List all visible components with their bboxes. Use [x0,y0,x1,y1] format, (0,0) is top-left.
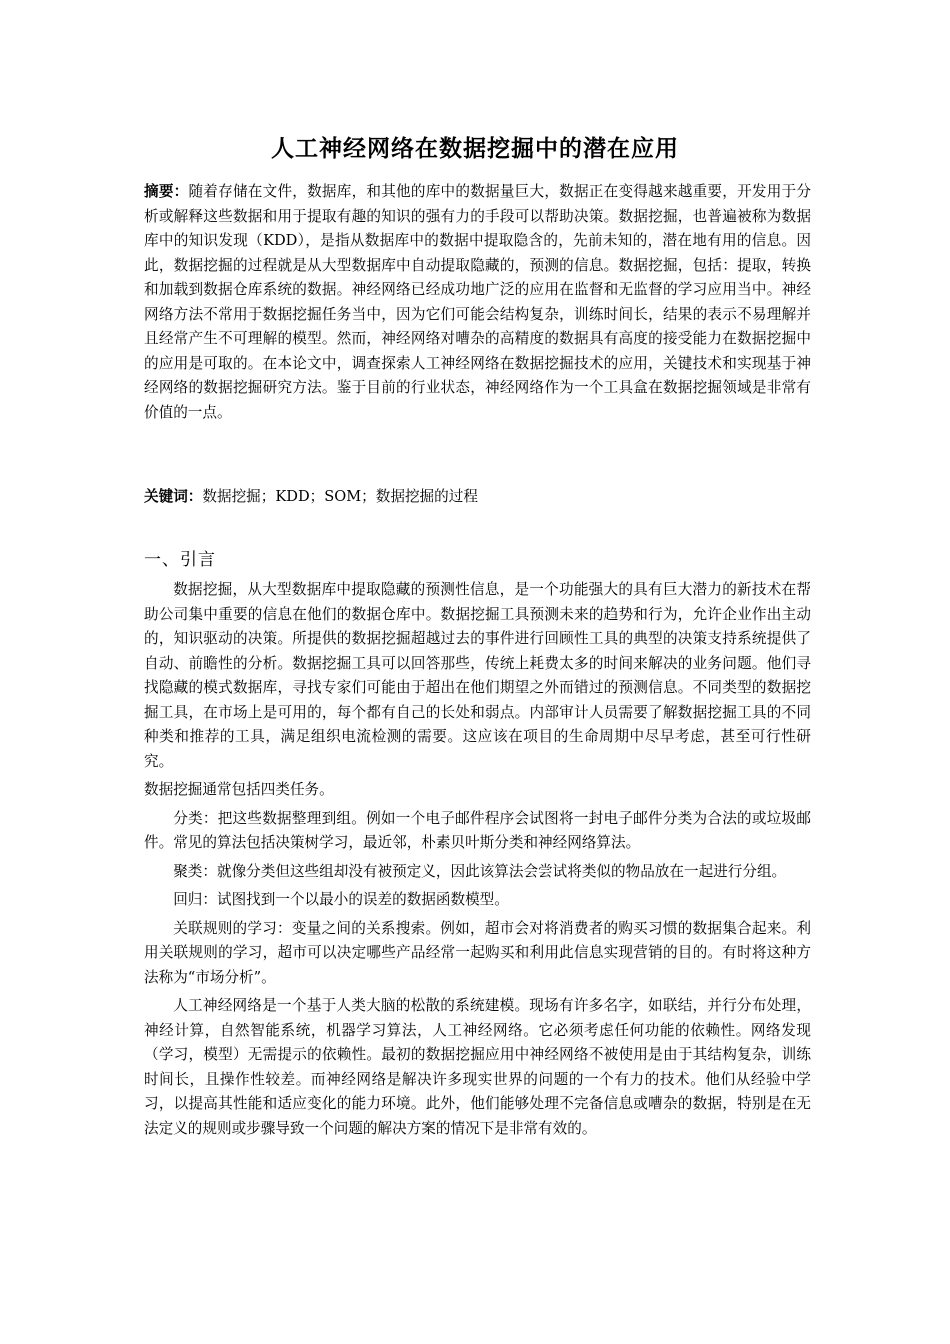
abstract-text: 随着存储在文件，数据库，和其他的库中的数据量巨大，数据正在变得越来越重要，开发用于分析或解释这些数据和用于提取有趣的知识的强有力的手段可以帮助决策。数据挖掘，也普遍被称为数据库中的知识发现（KDD），是指从数据库中的数据中提取隐含的，先前未知的，潜在地有用的信息。因此，数据挖掘的过程就是从大型数据库中自动提取隐藏的，预测的信息。数据挖掘，包括：提取，转换和加载到数据仓库系统的数据。神经网络已经成功地广泛的应用在监督和无监督的学习应用当中。神经网络方法不常用于数据挖掘任务当中，因为它们可能会结构复杂，训练时间长，结果的表示不易理解并且经常产生不可理解的模型。然而，神经网络对嘈杂的高精度的数据具有高度的接受能力在数据挖掘中的应用是可取的。在本论文中，调查探索人工神经网络在数据挖掘技术的应用，关键技术和实现基于神经网络的数据挖掘研究方法。鉴于目前的行业状态，神经网络作为一个工具盒在数据挖掘领域是非常有价值的一点。 [144,183,811,421]
keywords-label: 关键词： [144,488,203,505]
paragraph-clustering: 聚类：就像分类但这些组却没有被预定义，因此该算法会尝试将类似的物品放在一起进行分组。 [173,862,787,880]
paragraph-intro: 数据挖掘，从大型数据库中提取隐藏的预测性信息，是一个功能强大的具有巨大潜力的新技术在帮助公司集中重要的信息在他们的数据仓库中。数据挖掘工具预测未来的趋势和行为，允许企业作出主动的，知识驱动的决策。所提供的数据挖掘超越过去的事件进行回顾性工具的典型的决策支持系统提供了自动、前瞻性的分析。数据挖掘工具可以回答那些，传统上耗费太多的时间来解决的业务问题。他们寻找隐藏的模式数据库，寻找专家们可能由于超出在他们期望之外而错过的预测信息。不同类型的数据挖掘工具，在市场上是可用的，每个都有自己的长处和弱点。内部审计人员需要了解数据挖掘工具的不同种类和推荐的工具，满足组织电流检测的需要。这应该在项目的生命周期中尽早考虑，甚至可行性研究。 [144,581,811,770]
paragraph-classification: 分类：把这些数据整理到组。例如一个电子邮件程序会试图将一封电子邮件分类为合法的或垃圾邮件。常见的算法包括决策树学习，最近邻，朴素贝叶斯分类和神经网络算法。 [144,809,811,851]
section-body [144,578,811,1145]
paragraph-neural-networks: 人工神经网络是一个基于人类大脑的松散的系统建模。现场有许多名字，如联结，并行分布处理，神经计算，自然智能系统，机器学习算法，人工神经网络。它必须考虑任何功能的依赖性。网络发现（学习，模型）无需提示的依赖性。最初的数据挖掘应用中神经网络不被使用是由于其结构复杂，训练时间长，且操作性较差。而神经网络是解决许多现实世界的问题的一个有力的技术。他们从经验中学习，以提高其性能和适应变化的能力环境。此外，他们能够处理不完备信息或嘈杂的数据，特别是在无法定义的规则或步骤导致一个问题的解决方案的情况下是非常有效的。 [144,997,811,1137]
section-heading-introduction: 一、引言 [144,550,216,570]
abstract [144,180,811,425]
keywords-text: 数据挖掘；KDD；SOM；数据挖掘的过程 [202,488,478,505]
keywords [144,485,811,510]
paragraph-association-rules: 关联规则的学习：变量之间的关系搜索。例如，超市会对将消费者的购买习惯的数据集合起来。利用关联规则的学习，超市可以决定哪些产品经常一起购买和利用此信息实现营销的目的。有时将这种方法称为“市场分析”。 [144,919,811,986]
paragraph-tasks-summary: 数据挖掘通常包括四类任务。 [144,781,334,798]
abstract-label: 摘要： [144,183,189,200]
paper-title: 人工神经网络在数据挖掘中的潜在应用 [271,136,679,162]
paragraph-regression: 回归：试图找到一个以最小的误差的数据函数模型。 [173,891,509,908]
